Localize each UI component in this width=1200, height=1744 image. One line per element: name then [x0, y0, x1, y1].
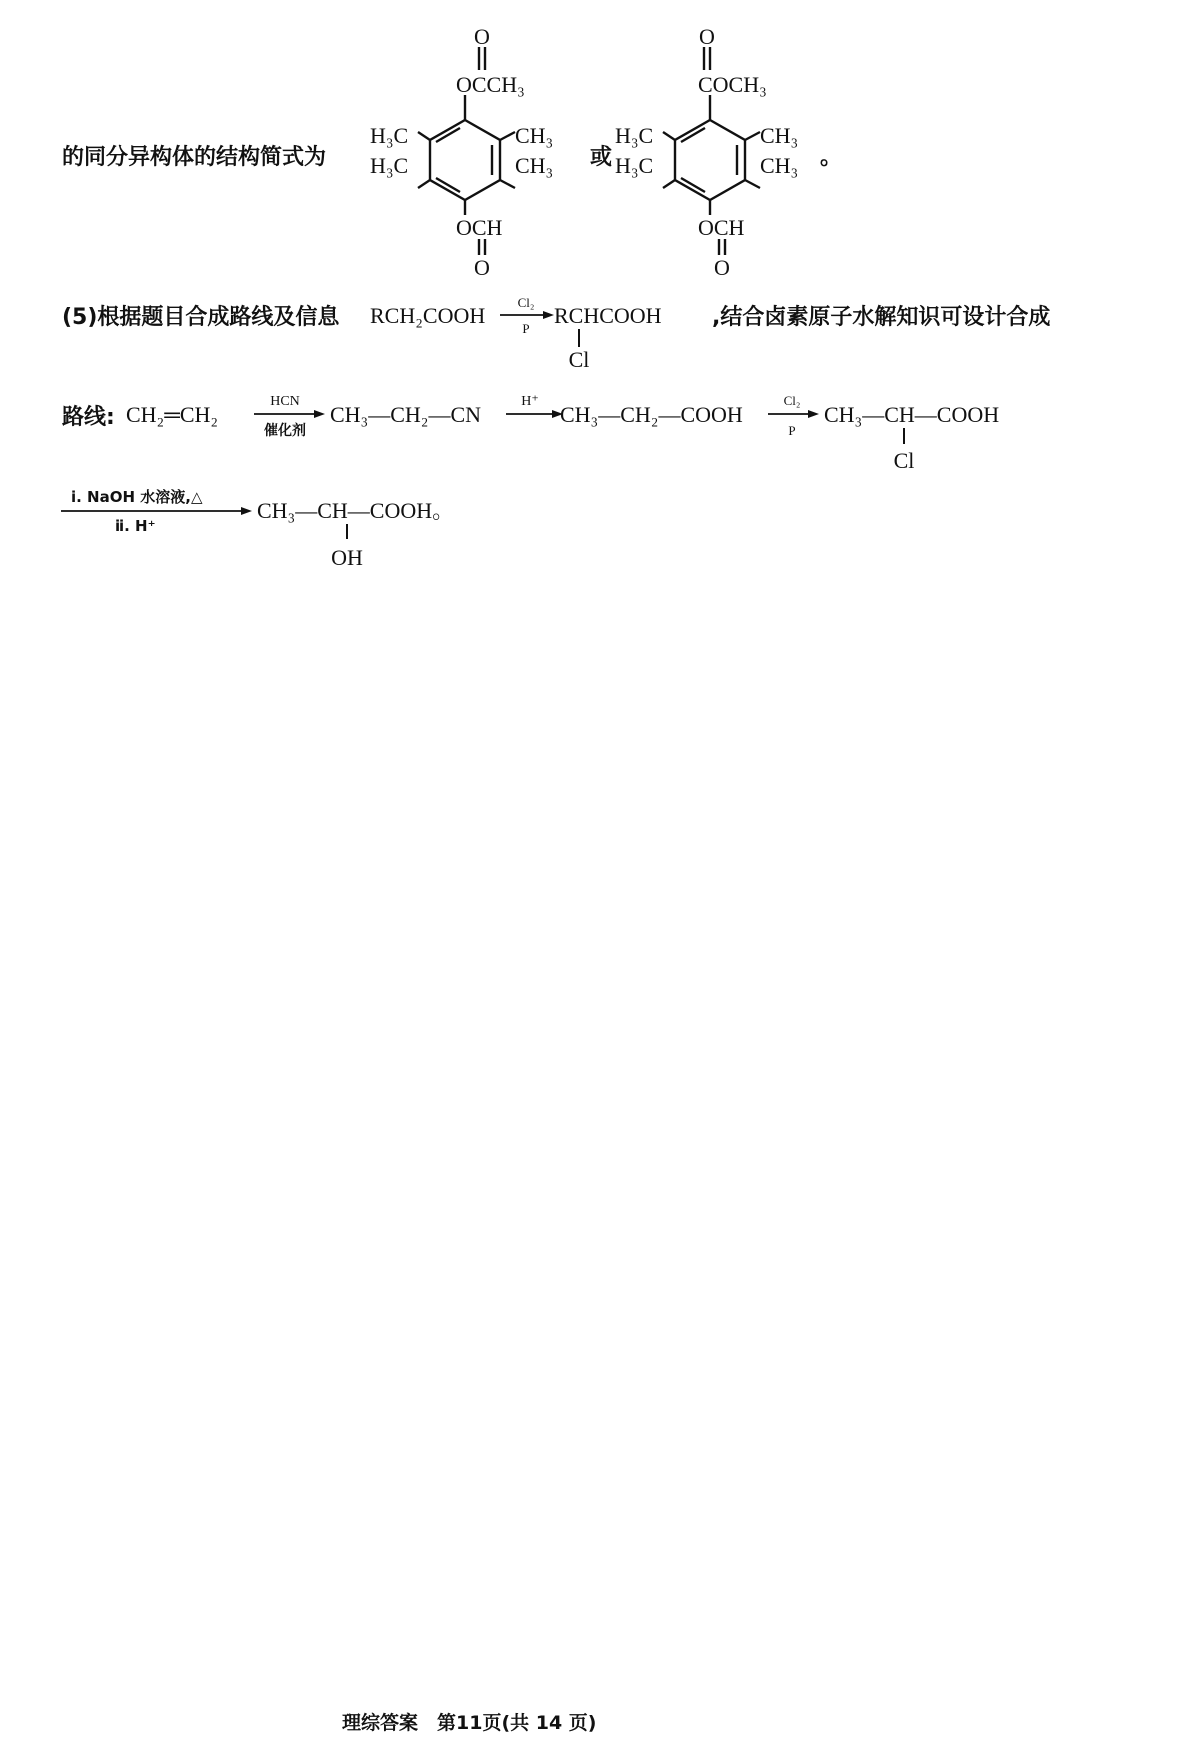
- route-a4-top: ⅰ. NaOH 水溶液,△: [71, 488, 203, 506]
- s1-left-upper: H₃C: [370, 123, 409, 148]
- route-a4-bottom: ⅱ. H⁺: [115, 517, 156, 535]
- s2-top-group: COCH₃: [698, 72, 767, 97]
- part5-suffix: ,结合卤素原子水解知识可设计合成: [712, 305, 1051, 330]
- s2-top-oxygen: O: [699, 24, 715, 49]
- s2-right-upper: CH₃: [760, 123, 799, 148]
- route-a3-bottom: P: [788, 423, 796, 438]
- s2-left-upper: H₃C: [615, 123, 654, 148]
- s2-left-lower: H₃C: [615, 153, 654, 178]
- route-s2: CH₃—CH₂—COOH: [560, 402, 743, 427]
- p5-product-sub: Cl: [568, 347, 590, 372]
- s2-bottom-oxygen: O: [714, 255, 730, 280]
- s2-right-lower: CH₃: [760, 153, 799, 178]
- route-line-2: [55, 475, 575, 585]
- s1-left-lower: H₃C: [370, 153, 409, 178]
- s1-top-oxygen: O: [474, 24, 490, 49]
- intro-text: 的同分异构体的结构简式为: [62, 145, 327, 170]
- route-a3-head: [808, 410, 819, 418]
- p5-cond-top: Cl₂: [517, 295, 535, 310]
- s2-bottom-group: OCH: [698, 215, 745, 240]
- s1-top-group: OCCH₃: [456, 72, 525, 97]
- route-a3-top: Cl₂: [783, 393, 801, 408]
- s1-bottom-oxygen: O: [474, 255, 490, 280]
- p5-cond-bottom: P: [522, 321, 530, 336]
- route-s4-sub: OH: [331, 545, 363, 570]
- s1-bottom-group: OCH: [456, 215, 503, 240]
- route-a1-head: [314, 410, 325, 418]
- route-s0: CH₂═CH₂: [126, 402, 219, 427]
- part5-reaction: [368, 285, 662, 380]
- route-a2-top: H⁺: [521, 394, 539, 409]
- route-label: 路线:: [62, 405, 115, 430]
- end-mark: 。: [820, 145, 843, 170]
- route-s4: CH₃—CH—COOH。: [257, 498, 455, 523]
- route-s1: CH₃—CH₂—CN: [330, 402, 482, 427]
- route-line-1: [120, 380, 1040, 480]
- route-a1-top: HCN: [270, 394, 300, 409]
- page-footer: 理综答案 第11页(共 14 页): [342, 1712, 597, 1734]
- route-s3-sub: Cl: [893, 448, 915, 473]
- s1-right-lower: CH₃: [515, 153, 554, 178]
- s1-right-upper: CH₃: [515, 123, 554, 148]
- p5-product: RCHCOOH: [554, 303, 662, 328]
- route-a1-bottom: 催化剂: [264, 423, 306, 439]
- p5-reactant: RCH₂COOH: [370, 303, 486, 328]
- part5-prefix: (5)根据题目合成路线及信息: [62, 305, 340, 330]
- route-s3: CH₃—CH—COOH: [824, 402, 1000, 427]
- or-text: 或: [590, 145, 613, 170]
- structure-2: [605, 15, 843, 280]
- structure-1: [360, 15, 590, 280]
- route-a4-head: [241, 507, 252, 515]
- p5-arrow-head: [543, 311, 554, 319]
